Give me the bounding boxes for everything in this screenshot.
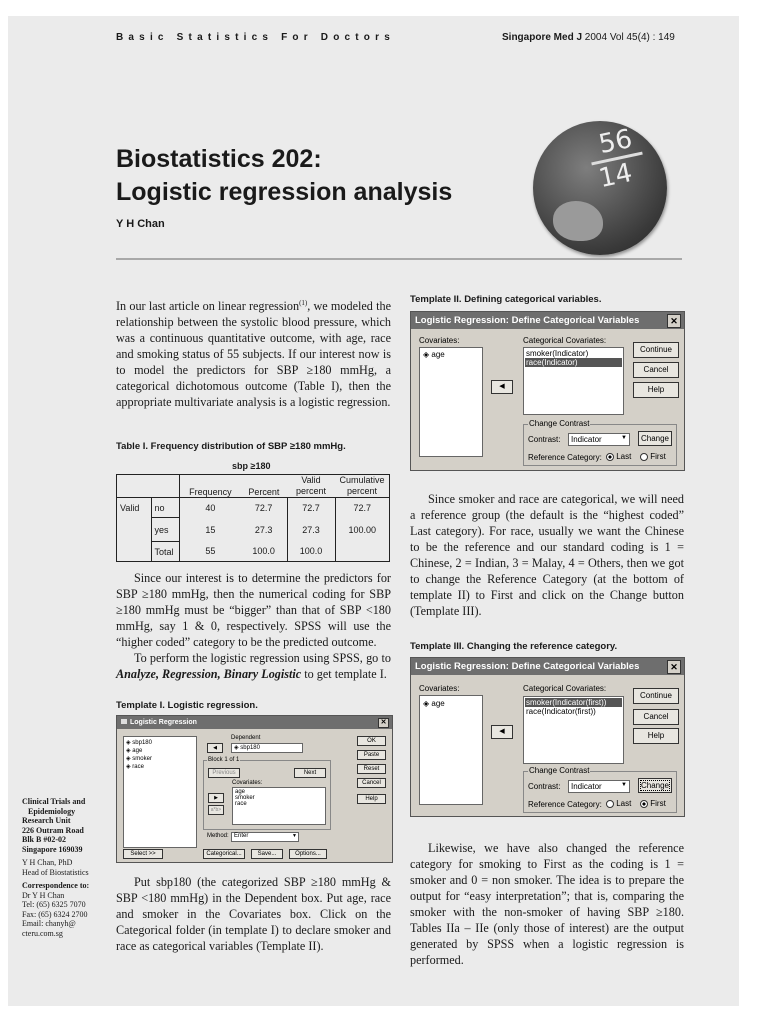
logistic-regression-dialog <box>116 715 393 863</box>
first-radio[interactable]: First <box>640 452 666 461</box>
categorical-covariates-list[interactable] <box>523 696 624 764</box>
move-left-button[interactable]: ◀ <box>491 380 513 394</box>
contact-line: Dr Y H Chan <box>22 890 65 900</box>
contact-line: Email: chanyh@ <box>22 919 76 928</box>
contrast-value: Indicator <box>571 435 602 444</box>
last-radio[interactable]: Last <box>606 799 631 808</box>
cell-percent: 100.0 <box>241 542 287 562</box>
journal-header <box>502 32 675 43</box>
header-valid: Valid percent <box>287 475 335 498</box>
dialog-titlebar <box>411 312 684 329</box>
variable-list[interactable] <box>123 736 197 848</box>
table-row <box>117 542 390 562</box>
intro-paragraph <box>116 295 391 410</box>
affiliation-line: Singapore 169039 <box>22 844 83 854</box>
dialog-title: Logistic Regression: Define Categorical Variables <box>415 315 640 326</box>
method-value: Enter <box>234 833 249 839</box>
change-contrast-label: Change Contrast <box>529 419 590 428</box>
cell-cumulative: 72.7 <box>335 498 390 518</box>
cell-valid: 100.0 <box>287 542 335 562</box>
categorical-covariates-label: Categorical Covariates: <box>523 336 607 345</box>
contact-line: cteru.com.sg <box>22 928 63 938</box>
middle-paragraph-text: Since smoker and race are categorical, we will need a reference group (the default is the “highest coded” Last category). For race, usually we want the Chinese to be the reference and our standard coding is 1 = Chinese, 2 = Indian, 3 = Malay, 4 = Others, then we got to change the Reference Category (at the bottom of template II) to First and click on the Change button (Template III). <box>410 492 684 618</box>
close-icon[interactable]: ✕ <box>378 718 389 728</box>
help-button[interactable]: Help <box>357 794 386 804</box>
cancel-button[interactable]: Cancel <box>633 362 679 378</box>
table1-caption: Table I. Frequency distribution of SBP ≥180 mmHg. <box>116 441 346 452</box>
section-header: Basic Statistics For Doctors <box>116 32 395 43</box>
ok-button[interactable]: OK <box>357 736 386 746</box>
previous-button[interactable]: Previous <box>208 768 240 778</box>
change-contrast-group <box>523 766 677 813</box>
paragraph-2 <box>116 570 391 682</box>
first-radio[interactable]: First <box>640 799 666 808</box>
final-paragraph-text: Likewise, we have also changed the reference category for smoking to First as the coding is 1 = smoker and 0 = non smoker. The idea is to prepare the output for “easy interpretation”; that is, comparing the smoker with the non-smoker of having SBP ≥180. Tables IIa – IIe (only those of interest) are the output generated by SPSS when a logistic regression is performed. <box>410 841 684 967</box>
reset-button[interactable]: Reset <box>357 764 386 774</box>
correspondence-label: Correspondence to: <box>22 881 90 890</box>
list-item[interactable]: ◈ age <box>423 699 445 708</box>
intro-text-a: In our last article on linear regression <box>116 299 300 314</box>
method-select[interactable] <box>231 832 299 842</box>
list-item[interactable]: ◈ age <box>423 350 445 359</box>
list-item[interactable]: smoker <box>235 795 255 801</box>
paragraph-2-text: Since our interest is to determine the predictors for SBP ≥180 mmHg, then the numerical coding for SBP ≥180 mmHg must be “bigger” than that of SBP <180 mmHg, say 1 & 0, respectively. SPSS will use the “higher coded” category to be the predicted outcome. <box>116 571 391 649</box>
change-contrast-label: Change Contrast <box>529 766 590 775</box>
list-item[interactable]: ◈ sbp180 <box>126 740 152 746</box>
photo-hand <box>553 201 603 241</box>
close-icon[interactable]: ✕ <box>667 314 681 328</box>
paragraph-4-text: Put sbp180 (the categorized SBP ≥180 mmHg & SBP <180 mmHg) in the Dependent box. Put age, race and smoker in the Covariates box. Click on the Categorical folder (in template I) to declare smoker and race as categorical variables (Template II). <box>116 875 391 953</box>
options-button[interactable]: Options... <box>289 849 327 859</box>
article-author: Y H Chan <box>116 218 165 230</box>
change-button[interactable]: Change <box>638 431 672 446</box>
list-item[interactable]: ◈ smoker <box>126 756 152 762</box>
title-rule <box>116 258 682 260</box>
dialog-titlebar <box>117 716 392 729</box>
affiliation-line: 226 Outram Road <box>22 825 84 835</box>
chalkboard-photo <box>533 121 667 255</box>
reference-category-label: Reference Category: <box>528 453 602 462</box>
author-role: Head of Biostatistics <box>22 867 89 877</box>
cell-cumulative: 100.00 <box>335 518 390 542</box>
contrast-select[interactable] <box>568 433 630 446</box>
final-paragraph <box>410 840 684 968</box>
categorical-covariates-label: Categorical Covariates: <box>523 684 607 693</box>
change-contrast-group <box>523 419 677 466</box>
header-cumulative: Cumulative percent <box>335 475 390 498</box>
define-categorical-dialog <box>410 311 685 471</box>
dependent-value: sbp180 <box>240 745 260 751</box>
window-icon <box>121 719 127 724</box>
chevron-down-icon[interactable]: ▼ <box>621 782 627 788</box>
cancel-button[interactable]: Cancel <box>633 709 679 725</box>
select-button[interactable]: Select >> <box>123 849 163 859</box>
close-icon[interactable]: ✕ <box>667 660 681 674</box>
cell-frequency: 40 <box>205 502 216 513</box>
save-button[interactable]: Save... <box>251 849 283 859</box>
covariates-list[interactable] <box>419 695 483 805</box>
cell-valid: 27.3 <box>287 518 335 542</box>
block-label: Block 1 of 1 <box>208 757 240 763</box>
dialog-titlebar <box>411 658 684 675</box>
list-item-selected[interactable]: race(Indicator) <box>525 358 622 367</box>
dialog-title: Logistic Regression: Define Categorical Variables <box>415 661 640 672</box>
cell-frequency: 15 <box>205 524 216 535</box>
contrast-label: Contrast: <box>528 782 561 791</box>
intro-text-b: , we modeled the relationship between the systolic blood pressure, which was a continuous quantitative outcome, with age, race and smoking status of 55 subjects. If our interest now is to model the predictors for SBP ≥180 mmHg, a categorical dichotomous outcome (Table I), then the appropriate multivariate analysis is a logistic regression. <box>116 299 391 410</box>
intro-ref: (1) <box>299 299 308 307</box>
covariates-label: Covariates: <box>419 684 460 693</box>
list-item[interactable]: race <box>235 801 247 807</box>
table1-variable: sbp ≥180 <box>232 461 271 471</box>
covariates-list[interactable] <box>419 347 483 457</box>
paste-button[interactable]: Paste <box>357 750 386 760</box>
row-label: Total <box>151 542 180 562</box>
cancel-button[interactable]: Cancel <box>357 778 386 788</box>
dependent-label: Dependent <box>231 735 261 741</box>
table-row <box>117 498 390 518</box>
covariates-label: Covariates: <box>232 780 263 786</box>
change-reference-dialog <box>410 657 685 817</box>
photo-number-top: 56 <box>596 123 635 161</box>
covariates-label: Covariates: <box>419 336 460 345</box>
cell-cumulative <box>335 542 390 562</box>
reference-category-label: Reference Category: <box>528 800 602 809</box>
author-name: Y H Chan, PhD <box>22 858 73 867</box>
list-item[interactable]: age <box>235 789 246 795</box>
continue-button[interactable]: Continue <box>633 688 679 704</box>
chevron-down-icon[interactable]: ▼ <box>292 833 297 839</box>
template3-caption: Template III. Changing the reference category. <box>410 641 618 652</box>
chevron-down-icon[interactable]: ▼ <box>621 435 627 441</box>
move-covariate-button[interactable]: ▶ <box>208 793 224 803</box>
affiliation-line: Research Unit <box>22 816 71 825</box>
cell-frequency: 55 <box>180 542 241 562</box>
interaction-button[interactable]: a*b> <box>208 805 224 815</box>
middle-paragraph <box>410 491 684 619</box>
article-title-line2: Logistic regression analysis <box>116 178 453 206</box>
contact-line: Tel: (65) 6325 7070 <box>22 900 86 909</box>
cell-percent: 72.7 <box>241 498 287 518</box>
photo-number-bottom: 14 <box>596 157 635 195</box>
list-item[interactable]: smoker(Indicator) <box>526 349 589 358</box>
journal-name: Singapore Med J <box>502 32 583 43</box>
template1-caption: Template I. Logistic regression. <box>116 700 258 711</box>
list-item[interactable]: race(Indicator(first)) <box>526 707 596 716</box>
row-label: yes <box>151 518 180 542</box>
row-label: no <box>151 498 180 518</box>
dependent-field[interactable]: ◈ sbp180 <box>231 743 303 753</box>
list-item[interactable]: ◈ race <box>126 764 144 770</box>
cell-valid: 72.7 <box>287 498 335 518</box>
affiliation-line: Epidemiology <box>28 806 76 816</box>
dialog-title: Logistic Regression <box>130 719 197 726</box>
affiliation-line: Blk B #02-02 <box>22 835 67 844</box>
author-affiliation <box>22 797 112 938</box>
next-button[interactable]: Next <box>294 768 326 778</box>
help-button[interactable]: Help <box>633 728 679 744</box>
table-header-row <box>117 475 390 498</box>
contact-line: Fax: (65) 6324 2700 <box>22 909 88 919</box>
categorical-button[interactable]: Categorical... <box>203 849 245 859</box>
paragraph-3-text-b: to get template I. <box>301 667 387 681</box>
cell-percent: 27.3 <box>241 518 287 542</box>
paragraph-4 <box>116 874 391 954</box>
frequency-table <box>116 474 390 562</box>
contrast-label: Contrast: <box>528 435 561 444</box>
article-title-line1: Biostatistics 202: <box>116 145 322 173</box>
affiliation-line: Clinical Trials and <box>22 797 86 806</box>
change-button[interactable]: Change <box>638 778 672 793</box>
header-percent: Percent <box>241 475 287 498</box>
contrast-value: Indicator <box>571 782 602 791</box>
paragraph-3 <box>116 650 391 682</box>
journal-issue: 2004 Vol 45(4) : 149 <box>582 32 675 43</box>
move-left-button[interactable]: ◀ <box>491 725 513 739</box>
list-item-selected[interactable]: smoker(Indicator(first)) <box>525 698 622 707</box>
continue-button[interactable]: Continue <box>633 342 679 358</box>
menu-path: Analyze, Regression, Binary Logistic <box>116 667 302 681</box>
list-item[interactable]: ◈ age <box>126 748 143 754</box>
header-frequency: Frequency <box>180 475 241 498</box>
block-group <box>203 757 331 830</box>
method-label: Method: <box>207 833 229 839</box>
last-radio[interactable]: Last <box>606 452 631 461</box>
table-row <box>117 518 390 542</box>
template2-caption: Template II. Defining categorical variables. <box>410 294 602 305</box>
move-dependent-button[interactable]: ◀ <box>207 743 223 753</box>
paragraph-3-text-a: To perform the logistic regression using SPSS, go to <box>134 651 391 665</box>
contrast-select[interactable] <box>568 780 630 793</box>
row-group-label: Valid <box>117 498 152 518</box>
help-button[interactable]: Help <box>633 382 679 398</box>
categorical-covariates-list[interactable] <box>523 347 624 415</box>
covariates-list[interactable] <box>232 787 326 825</box>
